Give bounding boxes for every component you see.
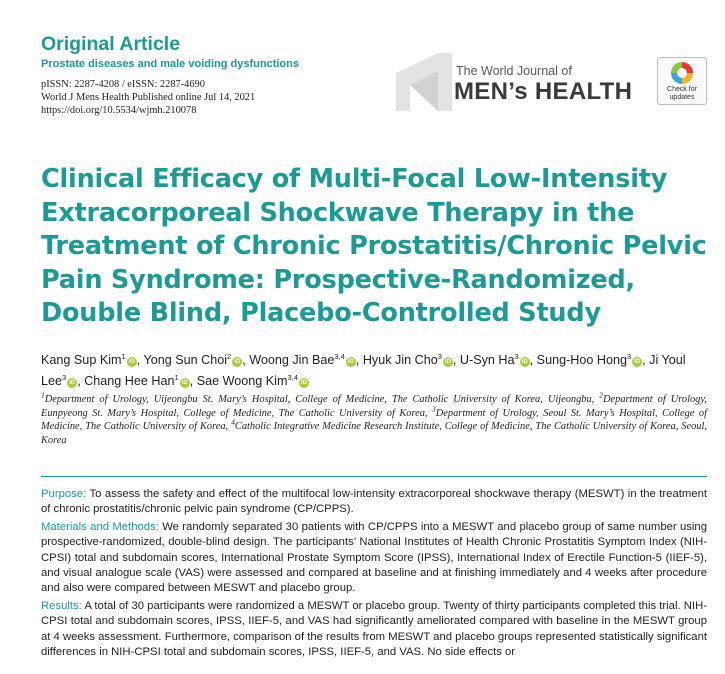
abstract-section <box>41 599 707 661</box>
article-subject: Prostate diseases and male voiding dysfunctions <box>41 58 299 70</box>
author-affiliation-mark: 1 <box>174 372 179 382</box>
author-name: Kang Sup Kim <box>41 353 122 367</box>
publication-meta <box>41 78 299 117</box>
journal-name-big: MEN’s HEALTH <box>454 78 633 105</box>
affiliation-text: Catholic Integrative Medicine Research Institute, College of Medicine, The Catholic University of Korea, Seoul, Korea <box>41 421 707 446</box>
author-affiliation-mark: 2 <box>227 351 232 361</box>
abstract-section <box>41 487 707 518</box>
author-name: Hyuk Jin Cho <box>362 353 438 367</box>
author-name: Sung-Hoo Hong <box>536 353 627 367</box>
author-name: Sae Woong Kim <box>196 374 288 388</box>
author-affiliation-mark: 3 <box>437 351 442 361</box>
affiliation-text: Department of Urology, Eunpyeong St. Mary’s Hospital, College of Medicine, The Catholic University of Korea, <box>41 394 708 419</box>
abstract-section-label: Results: <box>41 599 82 612</box>
author-name: Woong Jin Bae <box>249 353 335 367</box>
orcid-icon[interactable]: iD <box>300 380 307 386</box>
author-affiliation-mark: 3 <box>627 351 632 361</box>
orcid-icon[interactable]: iD <box>69 380 76 386</box>
affiliation-number: 2 <box>599 390 604 400</box>
author <box>249 353 356 367</box>
author <box>41 353 137 367</box>
author <box>197 374 309 388</box>
orcid-icon[interactable]: iD <box>234 359 241 365</box>
author <box>363 353 453 367</box>
affiliation-number: 4 <box>231 417 235 427</box>
abstract-section-text: A total of 30 participants were randomized a MESWT or placebo group. Twenty of thirty participants completed this trial. NIH-CPSI total and subdomain scores, IPSS, IIEF-5, and VAS had significantly ameliorated compared with baseline in the MESWT group at 4 weeks assessment. Furthermore, comparison of the results from MESWT and placebo groups represented statistically significant differences in NIH-CPSI total and subdomain scores, IPSS, IIEF-5, and VAS. No side effects or <box>41 599 707 659</box>
doi-link[interactable]: https://doi.org/10.5534/wjmh.210078 <box>41 105 197 116</box>
orcid-icon[interactable]: iD <box>521 359 528 365</box>
article-type: Original Article <box>41 33 181 55</box>
abstract-section-text: We randomly separated 30 patients with CP/CPPS into a MESWT and placebo group of same number using prospective-randomized, double-blind design. The participants’ National Institutes of Health Chronic Prostatitis Symptom Index (NIH-CPSI) total and subdomain scores, International Prostate Symptom Score (IPSS), International Index of Erectile Function-5 (IIEF-5), and visual analogue scale (VAS) were assessed and compared at baseline and at finishing immediately and 4 weeks after procedure and also were compared between MESWT and placebo group. <box>41 520 707 595</box>
author <box>84 374 190 388</box>
author-name: Yong Sun Choi <box>143 353 228 367</box>
author-affiliation-mark: 3 <box>514 351 519 361</box>
affiliation-number: 3 <box>432 404 436 414</box>
affiliation-text: Department of Urology, Seoul St. Mary’s Hospital, College of Medicine, The Catholic University of Korea, <box>41 407 707 432</box>
article-title: Clinical Efficacy of Multi-Focal Low-Intensity Extracorporeal Shockwave Therapy in the Treatment of Chronic Prostatitis/Chronic Pelvic Pain Syndrome: Prospective-Randomized, Double Blind, Placebo-Controlled Study <box>41 164 707 328</box>
author-name: U-Syn Ha <box>459 353 515 367</box>
author-affiliation-mark: 3,4 <box>334 351 345 361</box>
abstract <box>41 487 707 662</box>
author-list: Kang Sup Kim$^1$iD , Yong Sun Choi$^2$iD , Woong Jin Bae$^{3,4}$iD , Hyuk Jin Cho$^3$iD , U-Syn Ha$^3$iD , Sung-Hoo Hong$^3$iD , Ji Youl Lee$^3$iD , Chang Hee Han$^1$iD , Sae Woong Kim$^{3,4}$iD <box>41 351 686 388</box>
abstract-divider <box>41 476 707 477</box>
author-name: Ji Youl Lee <box>41 353 686 388</box>
affiliations <box>41 390 708 447</box>
author-affiliation-mark: 1 <box>121 351 126 361</box>
orcid-icon[interactable]: iD <box>634 359 641 365</box>
author <box>537 353 643 367</box>
author-affiliation-mark: 3 <box>62 372 67 382</box>
author-name: Chang Hee Han <box>84 374 175 388</box>
author <box>460 353 530 367</box>
abstract-section <box>41 520 707 597</box>
affiliation-number: 1 <box>41 390 45 400</box>
author <box>143 353 242 367</box>
abstract-section-label: Materials and Methods: <box>41 520 159 533</box>
orcid-icon[interactable]: iD <box>128 359 135 365</box>
journal-name-small: The World Journal of <box>456 64 572 78</box>
affiliation-text: Department of Urology, Uijeongbu St. Mary’s Hospital, College of Medicine, The Catholic University of Korea, Uijeongbu, <box>44 394 600 405</box>
abstract-section-label: Purpose: <box>41 488 87 500</box>
orcid-icon[interactable]: iD <box>347 359 354 365</box>
check-for-updates-button[interactable] <box>657 57 707 105</box>
abstract-section-text: To assess the safety and effect of the multifocal low-intensity extracorporeal shockwave therapy (MESWT) in the treatment of chronic prostatitis/chronic pelvic pain syndrome (CP/CPPS). <box>41 488 707 516</box>
crossmark-icon <box>671 62 693 84</box>
issn: pISSN: 2287-4208 / eISSN: 2287-4690 <box>41 79 205 90</box>
orcid-icon[interactable]: iD <box>181 380 188 386</box>
orcid-icon[interactable]: iD <box>444 359 451 365</box>
check-updates-label: Check for updates <box>667 86 697 101</box>
article-header <box>41 33 299 117</box>
published-date: World J Mens Health Published online Jul 14, 2021 <box>41 92 256 103</box>
author-affiliation-mark: 3,4 <box>287 372 298 382</box>
